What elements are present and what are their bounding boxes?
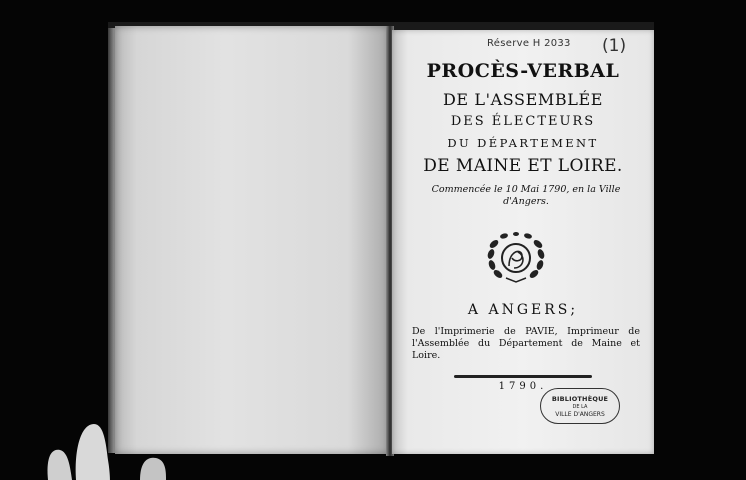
gloved-hand-image (40, 420, 180, 480)
title-page (392, 30, 654, 454)
divider-rule (454, 375, 592, 378)
folio-number: (1) (602, 36, 627, 56)
imprint-year: 1790. (498, 381, 548, 392)
title-line-5: DE MAINE ET LOIRE. (423, 156, 623, 176)
library-stamp: BIBLIOTHÈQUE DE LA VILLE D'ANGERS (540, 388, 620, 424)
title-line-4: DU DÉPARTEMENT (447, 136, 599, 150)
title-line-1: PROCÈS-VERBAL (426, 60, 620, 82)
wreath-monogram-icon (484, 230, 548, 284)
title-line-3: DES ÉLECTEURS (450, 114, 596, 129)
imprint-city: A ANGERS; (467, 302, 579, 318)
shelfmark-annotation: Réserve H 2033 (487, 38, 571, 49)
left-page (115, 26, 389, 454)
imprint-text: De l'Imprimerie de PAVIE, Imprimeur de l'Assemblée du Département de Maine et Loire. (412, 326, 640, 361)
subtitle: Commencée le 10 Mai 1790, en la Ville d'Angers. (431, 184, 621, 207)
title-line-2: DE L'ASSEMBLÉE (442, 90, 604, 109)
